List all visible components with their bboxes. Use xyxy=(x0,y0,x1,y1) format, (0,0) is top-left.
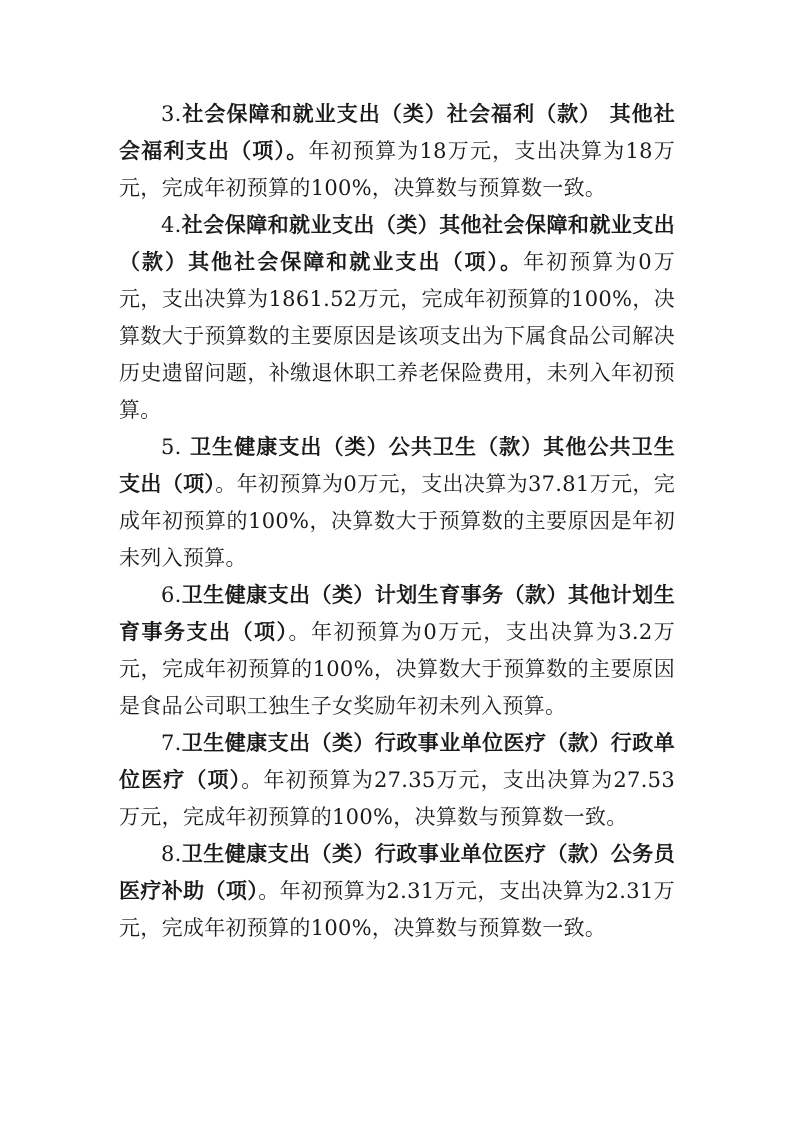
paragraph-item-5 xyxy=(119,429,675,577)
paragraph-number: 7. xyxy=(161,731,182,755)
paragraph-heading: 卫生健康支出（类）计划生育事务（款）其他计划生育事务支出（项） xyxy=(119,583,675,644)
paragraph-heading: 卫生健康支出（类）行政事业单位医疗（款）行政单位医疗（项） xyxy=(119,731,675,792)
paragraph-item-6 xyxy=(119,577,675,725)
paragraph-text: 。年初预算为27.35万元，支出决算为27.53万元，完成年初预算的100%，决算数与预算数一致。 xyxy=(119,768,675,829)
paragraph-item-4 xyxy=(119,207,675,429)
document-body xyxy=(119,96,675,947)
paragraph-number: 8. xyxy=(161,842,182,866)
paragraph-heading: 卫生健康支出（类）公共卫生（款）其他公共卫生支出（项） xyxy=(119,435,675,496)
paragraph-heading: 社会保障和就业支出（类）社会福利（款） 其他社会福利支出（项）。 xyxy=(119,102,675,163)
paragraph-heading: 卫生健康支出（类）行政事业单位医疗（款）公务员医疗补助（项） xyxy=(119,842,675,903)
paragraph-number: 5. xyxy=(161,435,182,459)
paragraph-item-3 xyxy=(119,96,675,207)
paragraph-number: 4. xyxy=(161,213,182,237)
paragraph-heading: 社会保障和就业支出（类）其他社会保障和就业支出（款）其他社会保障和就业支出（项）。 xyxy=(119,213,675,274)
paragraph-text: 。年初预算为2.31万元，支出决算为2.31万元，完成年初预算的100%，决算数与预算数一致。 xyxy=(119,879,675,940)
paragraph-number: 6. xyxy=(161,583,182,607)
paragraph-text: 。年初预算为0万元，支出决算为37.81万元，完成年初预算的100%，决算数大于预算数的主要原因是年初未列入预算。 xyxy=(119,472,675,570)
paragraph-item-8 xyxy=(119,836,675,947)
paragraph-number: 3. xyxy=(161,102,182,126)
paragraph-item-7 xyxy=(119,725,675,836)
paragraph-text: 年初预算为0万元，支出决算为1861.52万元，完成年初预算的100%，决算数大于预算数的主要原因是该项支出为下属食品公司解决历史遗留问题，补缴退休职工养老保险费用，未列入年初预算。 xyxy=(119,250,675,422)
paragraph-text: 年初预算为18万元，支出决算为18万元，完成年初预算的100%，决算数与预算数一致。 xyxy=(119,139,676,200)
paragraph-text: 。年初预算为0万元，支出决算为3.2万元，完成年初预算的100%，决算数大于预算数的主要原因是食品公司职工独生子女奖励年初未列入预算。 xyxy=(119,620,675,718)
